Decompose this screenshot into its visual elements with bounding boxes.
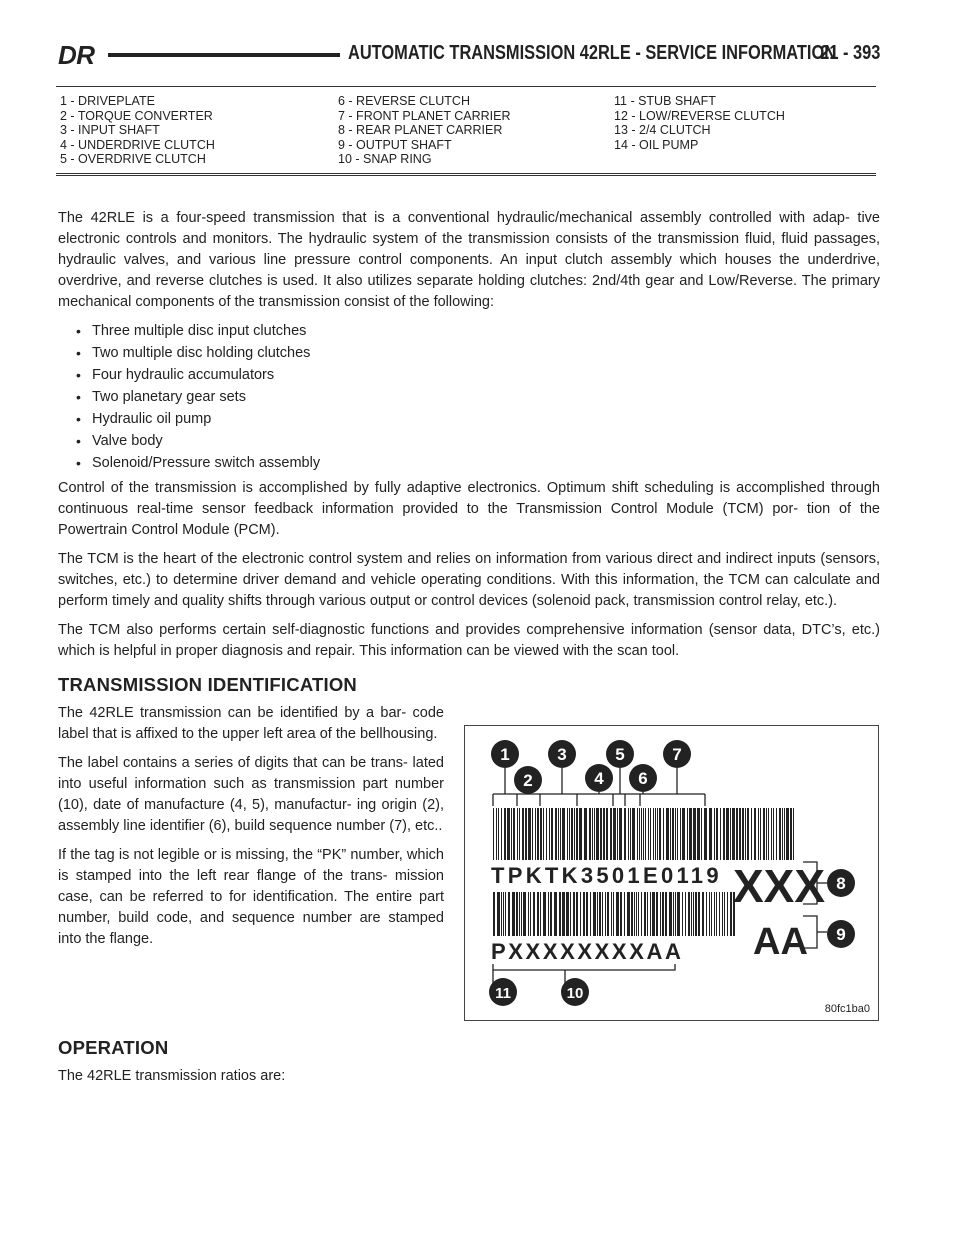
barcode-bar — [643, 808, 644, 860]
callout-6 — [629, 764, 657, 792]
barcode-code-top: TPKTK3501E0119 — [491, 863, 722, 888]
barcode-bar — [655, 808, 656, 860]
barcode-bar — [579, 808, 582, 860]
barcode-bar — [522, 808, 524, 860]
barcode-bar — [532, 808, 533, 860]
barcode-bar — [589, 808, 591, 860]
barcode-bar — [782, 808, 783, 860]
callout-label: 10 — [566, 985, 584, 1002]
barcode-bar — [670, 808, 671, 860]
barcode-bar — [719, 892, 720, 936]
barcode-bar — [546, 808, 547, 860]
barcode-bar — [600, 808, 602, 860]
barcode-bar — [627, 892, 630, 936]
legend-column-1 — [60, 94, 215, 167]
barcode-bar — [537, 808, 539, 860]
barcode-bar — [636, 892, 637, 936]
barcode-bar — [660, 892, 661, 936]
barcode-bar — [758, 808, 759, 860]
barcode-bar — [523, 892, 526, 936]
barcode-bar — [663, 808, 664, 860]
legend-item: 11 - STUB SHAFT — [614, 94, 716, 108]
legend-item: 13 - 2/4 CLUTCH — [614, 123, 711, 137]
barcode-bar — [687, 808, 688, 860]
diagnostics-paragraph: The TCM also performs certain self-diagnostic functions and provides comprehensive information (sensor data, DTC’s, etc.) which is helpful in proper diagnosis and repair. This information can be viewed with the scan tool. — [58, 622, 880, 659]
figure-id: 80fc1ba0 — [824, 1003, 870, 1015]
barcode-bar — [554, 892, 557, 936]
barcode-bar — [540, 892, 541, 936]
identification-paragraph: If the tag is not legible or is missing, the “PK” number, which is stamped into the left rear flange of the trans- mission case, can be referred to for identification. The entire part number, build code, and sequence number are stamped into the flange. — [58, 847, 444, 947]
barcode-bar — [528, 892, 529, 936]
big-code-xxx: XXX — [733, 860, 826, 912]
barcode-bar — [784, 808, 785, 860]
barcode-label-illustration — [465, 726, 878, 1020]
barcode-bar — [647, 892, 648, 936]
barcode-bar — [562, 808, 565, 860]
callout-label: 11 — [495, 985, 511, 1002]
barcode-bar — [648, 808, 649, 860]
barcode-bar — [537, 892, 539, 936]
barcode-bar — [590, 892, 591, 936]
barcode-bar — [760, 808, 761, 860]
barcode-bar — [551, 808, 553, 860]
callout-5 — [606, 740, 634, 768]
barcode-bar — [630, 808, 631, 860]
legend-item: 8 - REAR PLANET CARRIER — [338, 123, 503, 137]
barcode-bar — [592, 808, 593, 860]
legend-item: 6 - REVERSE CLUTCH — [338, 94, 470, 108]
barcode-bar — [562, 892, 565, 936]
list-item: • Hydraulic oil pump — [72, 409, 880, 430]
barcode-bar — [549, 808, 550, 860]
barcode-bar — [498, 808, 499, 860]
barcode-bar — [504, 808, 506, 860]
barcode-bar — [739, 808, 741, 860]
barcode-top — [493, 808, 794, 860]
identification-text — [58, 703, 444, 958]
legend-item: 2 - TORQUE CONVERTER — [60, 108, 213, 123]
barcode-bar — [747, 808, 749, 860]
barcode-bar — [573, 892, 575, 936]
barcode-bar — [727, 892, 728, 936]
header-page-number: 21 - 393 — [819, 42, 880, 64]
callout-label: 6 — [638, 769, 648, 788]
barcode-bar — [722, 892, 723, 936]
identification-paragraph: The 42RLE transmission can be identified by a bar- code label that is affixed to the upper left area of the bellhousing. — [58, 705, 444, 742]
barcode-bar — [779, 808, 781, 860]
barcode-bar — [754, 808, 756, 860]
barcode-bar — [602, 892, 603, 936]
barcode-bar — [517, 808, 518, 860]
header-brand: DR — [58, 40, 95, 70]
barcode-bar — [560, 808, 561, 860]
page-header — [58, 40, 880, 70]
barcode-bar — [535, 808, 536, 860]
callout-label: 1 — [500, 745, 510, 764]
barcode-bar — [519, 892, 520, 936]
barcode-bar — [596, 808, 599, 860]
barcode-bar — [496, 808, 497, 860]
legend-item: 14 - OIL PUMP — [614, 137, 699, 152]
barcode-bar — [641, 892, 642, 936]
barcode-bar — [656, 892, 658, 936]
barcode-bar — [631, 892, 633, 936]
barcode-bar — [638, 892, 639, 936]
barcode-bar — [632, 808, 635, 860]
callout-8 — [827, 869, 855, 897]
legend-item: 7 - FRONT PLANET CARRIER — [338, 108, 511, 123]
barcode-bar — [516, 892, 518, 936]
components-list — [58, 321, 880, 474]
legend-item: 3 - INPUT SHAFT — [60, 123, 160, 137]
barcode-bar — [768, 808, 769, 860]
barcode-bar — [706, 892, 707, 936]
barcode-bar — [613, 808, 616, 860]
barcode-bar — [617, 808, 618, 860]
barcode-bar — [558, 808, 559, 860]
barcode-bar — [742, 808, 744, 860]
barcode-bar — [611, 892, 612, 936]
barcode-bar — [566, 892, 569, 936]
barcode-bar — [711, 892, 712, 936]
barcode-bar — [723, 808, 725, 860]
barcode-bar — [716, 892, 717, 936]
barcode-bar — [693, 892, 694, 936]
barcode-bar — [766, 808, 767, 860]
barcode-bar — [672, 808, 674, 860]
barcode-bar — [493, 892, 495, 936]
callout-1 — [491, 740, 519, 768]
main-content — [58, 208, 880, 1095]
barcode-bar — [501, 808, 502, 860]
barcode-bar — [709, 892, 710, 936]
barcode-bar — [583, 892, 585, 936]
callout-label: 7 — [672, 745, 682, 764]
barcode-bar — [776, 808, 777, 860]
barcode-bar — [593, 892, 596, 936]
legend-item: 9 - OUTPUT SHAFT — [338, 137, 452, 152]
barcode-bar — [695, 892, 697, 936]
legend-item: 10 - SNAP RING — [338, 152, 432, 166]
barcode-bar — [569, 808, 570, 860]
callout-4 — [585, 764, 613, 792]
barcode-bar — [698, 892, 700, 936]
barcode-bar — [641, 808, 642, 860]
barcode-bar — [634, 892, 635, 936]
barcode-bar — [786, 808, 789, 860]
callout-2 — [514, 766, 542, 794]
barcode-bar — [610, 808, 612, 860]
barcode-bar — [530, 892, 531, 936]
barcode-bar — [574, 808, 575, 860]
callout-11 — [489, 978, 517, 1006]
barcode-bar — [644, 892, 646, 936]
barcode-bar — [688, 892, 690, 936]
list-item: • Solenoid/Pressure switch assembly — [72, 453, 880, 474]
list-item: • Two planetary gear sets — [72, 387, 880, 408]
barcode-bar — [540, 808, 542, 860]
section-heading-identification: TRANSMISSION IDENTIFICATION — [58, 674, 357, 695]
barcode-bar — [701, 808, 702, 860]
barcode-bar — [666, 808, 669, 860]
header-rule — [108, 53, 340, 57]
list-item: • Valve body — [72, 431, 880, 452]
barcode-bar — [624, 808, 626, 860]
barcode-bar — [650, 892, 651, 936]
identification-section — [58, 703, 880, 1033]
barcode-bar — [726, 808, 729, 860]
barcode-bar — [512, 892, 515, 936]
barcode-bar — [732, 808, 735, 860]
barcode-bar — [616, 892, 619, 936]
barcode-bar — [793, 808, 794, 860]
identification-paragraph: The label contains a series of digits that can be trans- lated into useful information such as transmission part number (10), date of manufacture (4, 5), manufactur- ing origin (2), assembly line identifier (6), build sequence number (7), etc.. — [58, 755, 444, 834]
barcode-bar — [519, 808, 520, 860]
barcode-bar — [682, 808, 685, 860]
barcode-bar — [525, 808, 527, 860]
barcode-bar — [513, 808, 515, 860]
barcode-bar — [709, 808, 712, 860]
barcode-bar — [675, 808, 676, 860]
barcode-bar — [607, 892, 609, 936]
barcode-bar — [576, 892, 578, 936]
list-item: • Four hydraulic accumulators — [72, 365, 880, 386]
barcode-bar — [669, 892, 672, 936]
legend-column-2 — [338, 94, 511, 167]
barcode-bar — [736, 808, 738, 860]
barcode-bar — [673, 892, 674, 936]
barcode-bar — [571, 808, 573, 860]
barcode-bar — [677, 808, 678, 860]
barcode-bar — [763, 808, 765, 860]
barcode-bar — [570, 892, 571, 936]
legend-column-3 — [614, 94, 785, 152]
barcode-bar — [619, 808, 622, 860]
barcode-bar — [639, 808, 640, 860]
barcode-bar — [521, 892, 522, 936]
list-item: • Three multiple disc input clutches — [72, 321, 880, 342]
barcode-bar — [677, 892, 680, 936]
barcode-bar — [773, 808, 774, 860]
header-title: AUTOMATIC TRANSMISSION 42RLE - SERVICE INFORMATION — [348, 42, 837, 64]
callout-9 — [827, 920, 855, 948]
barcode-bar — [790, 808, 792, 860]
barcode-bar — [508, 892, 510, 936]
barcode-bar — [657, 808, 658, 860]
barcode-bar — [714, 808, 715, 860]
barcode-bar — [637, 808, 638, 860]
barcode-bar — [548, 892, 549, 936]
callout-7 — [663, 740, 691, 768]
barcode-label-figure — [464, 725, 879, 1021]
barcode-bar — [599, 892, 601, 936]
barcode-bar — [693, 808, 696, 860]
barcode-bar — [665, 892, 667, 936]
barcode-bar — [652, 892, 655, 936]
intro-paragraph: The 42RLE is a four-speed transmission that is a conventional hydraulic/mechanical assembly controlled with adap- tive electronic controls and monitors. The hydraulic system of the transmission consists of the transmission fluid, fluid passages, hydraulic valves, and various line pressure control components. An input clutch assembly which houses the underdrive, overdrive, and reverse clutches is used. It also utilizes separate holding clutches: 2nd/4th gear and Low/Reverse. The primary mechanical components of the transmission consist of the following: — [58, 210, 880, 310]
barcode-bar — [505, 892, 506, 936]
barcode-bar — [720, 808, 721, 860]
barcode-bar — [603, 808, 605, 860]
barcode-bar — [597, 892, 598, 936]
callout-3 — [548, 740, 576, 768]
barcode-bar — [559, 892, 561, 936]
barcode-bar — [675, 892, 676, 936]
figure-legend — [56, 86, 876, 176]
section-heading-operation: OPERATION — [58, 1037, 169, 1058]
barcode-bar — [702, 892, 704, 936]
barcode-bar — [628, 808, 629, 860]
big-code-aa: AA — [753, 921, 808, 963]
legend-item: 1 - DRIVEPLATE — [60, 94, 155, 108]
barcode-bar — [576, 808, 578, 860]
barcode-bar — [730, 808, 731, 860]
barcode-bar — [691, 892, 692, 936]
callout-label: 3 — [557, 745, 567, 764]
barcode-code-bottom: PXXXXXXXXAA — [491, 939, 684, 964]
barcode-bar — [594, 808, 595, 860]
barcode-bar — [751, 808, 752, 860]
legend-item: 12 - LOW/REVERSE CLUTCH — [614, 108, 785, 123]
barcode-bar — [501, 892, 502, 936]
barcode-bar — [507, 808, 510, 860]
barcode-bar — [497, 892, 500, 936]
barcode-bar — [584, 808, 587, 860]
barcode-bar — [543, 892, 546, 936]
barcode-bar — [662, 892, 664, 936]
barcode-bar — [704, 808, 707, 860]
barcode-bar — [682, 892, 683, 936]
barcode-bar — [503, 892, 504, 936]
barcode-bar — [586, 892, 588, 936]
barcode-bar — [724, 892, 725, 936]
barcode-bar — [555, 808, 557, 860]
barcode-bar — [659, 808, 661, 860]
legend-item: 4 - UNDERDRIVE CLUTCH — [60, 137, 215, 152]
barcode-bar — [511, 808, 512, 860]
barcode-bottom — [493, 892, 735, 936]
barcode-bar — [620, 892, 622, 936]
barcode-bar — [653, 808, 654, 860]
callout-label: 8 — [836, 874, 846, 893]
barcode-bar — [689, 808, 692, 860]
barcode-bar — [567, 808, 568, 860]
legend-item: 5 - OVERDRIVE CLUTCH — [60, 152, 206, 166]
control-paragraph: Control of the transmission is accomplished by fully adaptive electronics. Optimum shift scheduling is accomplished through continuous real-time sensor feedback information provided to the Transmission Control Module (TCM) por- tion of the Powertrain Control Module (PCM). — [58, 480, 880, 538]
barcode-bar — [680, 808, 681, 860]
barcode-bar — [716, 808, 718, 860]
barcode-bar — [605, 892, 606, 936]
callout-10 — [561, 978, 589, 1006]
operation-paragraph: The 42RLE transmission ratios are: — [58, 1068, 286, 1084]
barcode-bar — [533, 892, 535, 936]
callout-label: 2 — [523, 771, 533, 790]
barcode-bar — [645, 808, 646, 860]
barcode-bar — [613, 892, 614, 936]
barcode-bar — [528, 808, 531, 860]
barcode-bar — [580, 892, 581, 936]
barcode-bar — [745, 808, 746, 860]
barcode-bar — [771, 808, 772, 860]
barcode-bar — [550, 892, 552, 936]
barcode-bar — [697, 808, 700, 860]
callout-label: 9 — [836, 925, 846, 944]
barcode-bar — [685, 892, 686, 936]
barcode-bar — [493, 808, 494, 860]
barcode-bar — [606, 808, 608, 860]
barcode-bar — [730, 892, 732, 936]
tcm-paragraph: The TCM is the heart of the electronic control system and relies on information from various direct and indirect inputs (sensors, switches, etc.) to determine driver demand and vehicle operating conditions. With this information, the TCM can calculate and perform timely and quality shifts through various output or control devices (solenoid pack, transmission control relay, etc.). — [58, 551, 880, 609]
list-item: • Two multiple disc holding clutches — [72, 343, 880, 364]
barcode-bar — [624, 892, 625, 936]
callout-label: 5 — [615, 745, 625, 764]
callout-label: 4 — [594, 769, 604, 788]
barcode-bar — [543, 808, 544, 860]
barcode-bar — [714, 892, 715, 936]
barcode-bar — [650, 808, 651, 860]
